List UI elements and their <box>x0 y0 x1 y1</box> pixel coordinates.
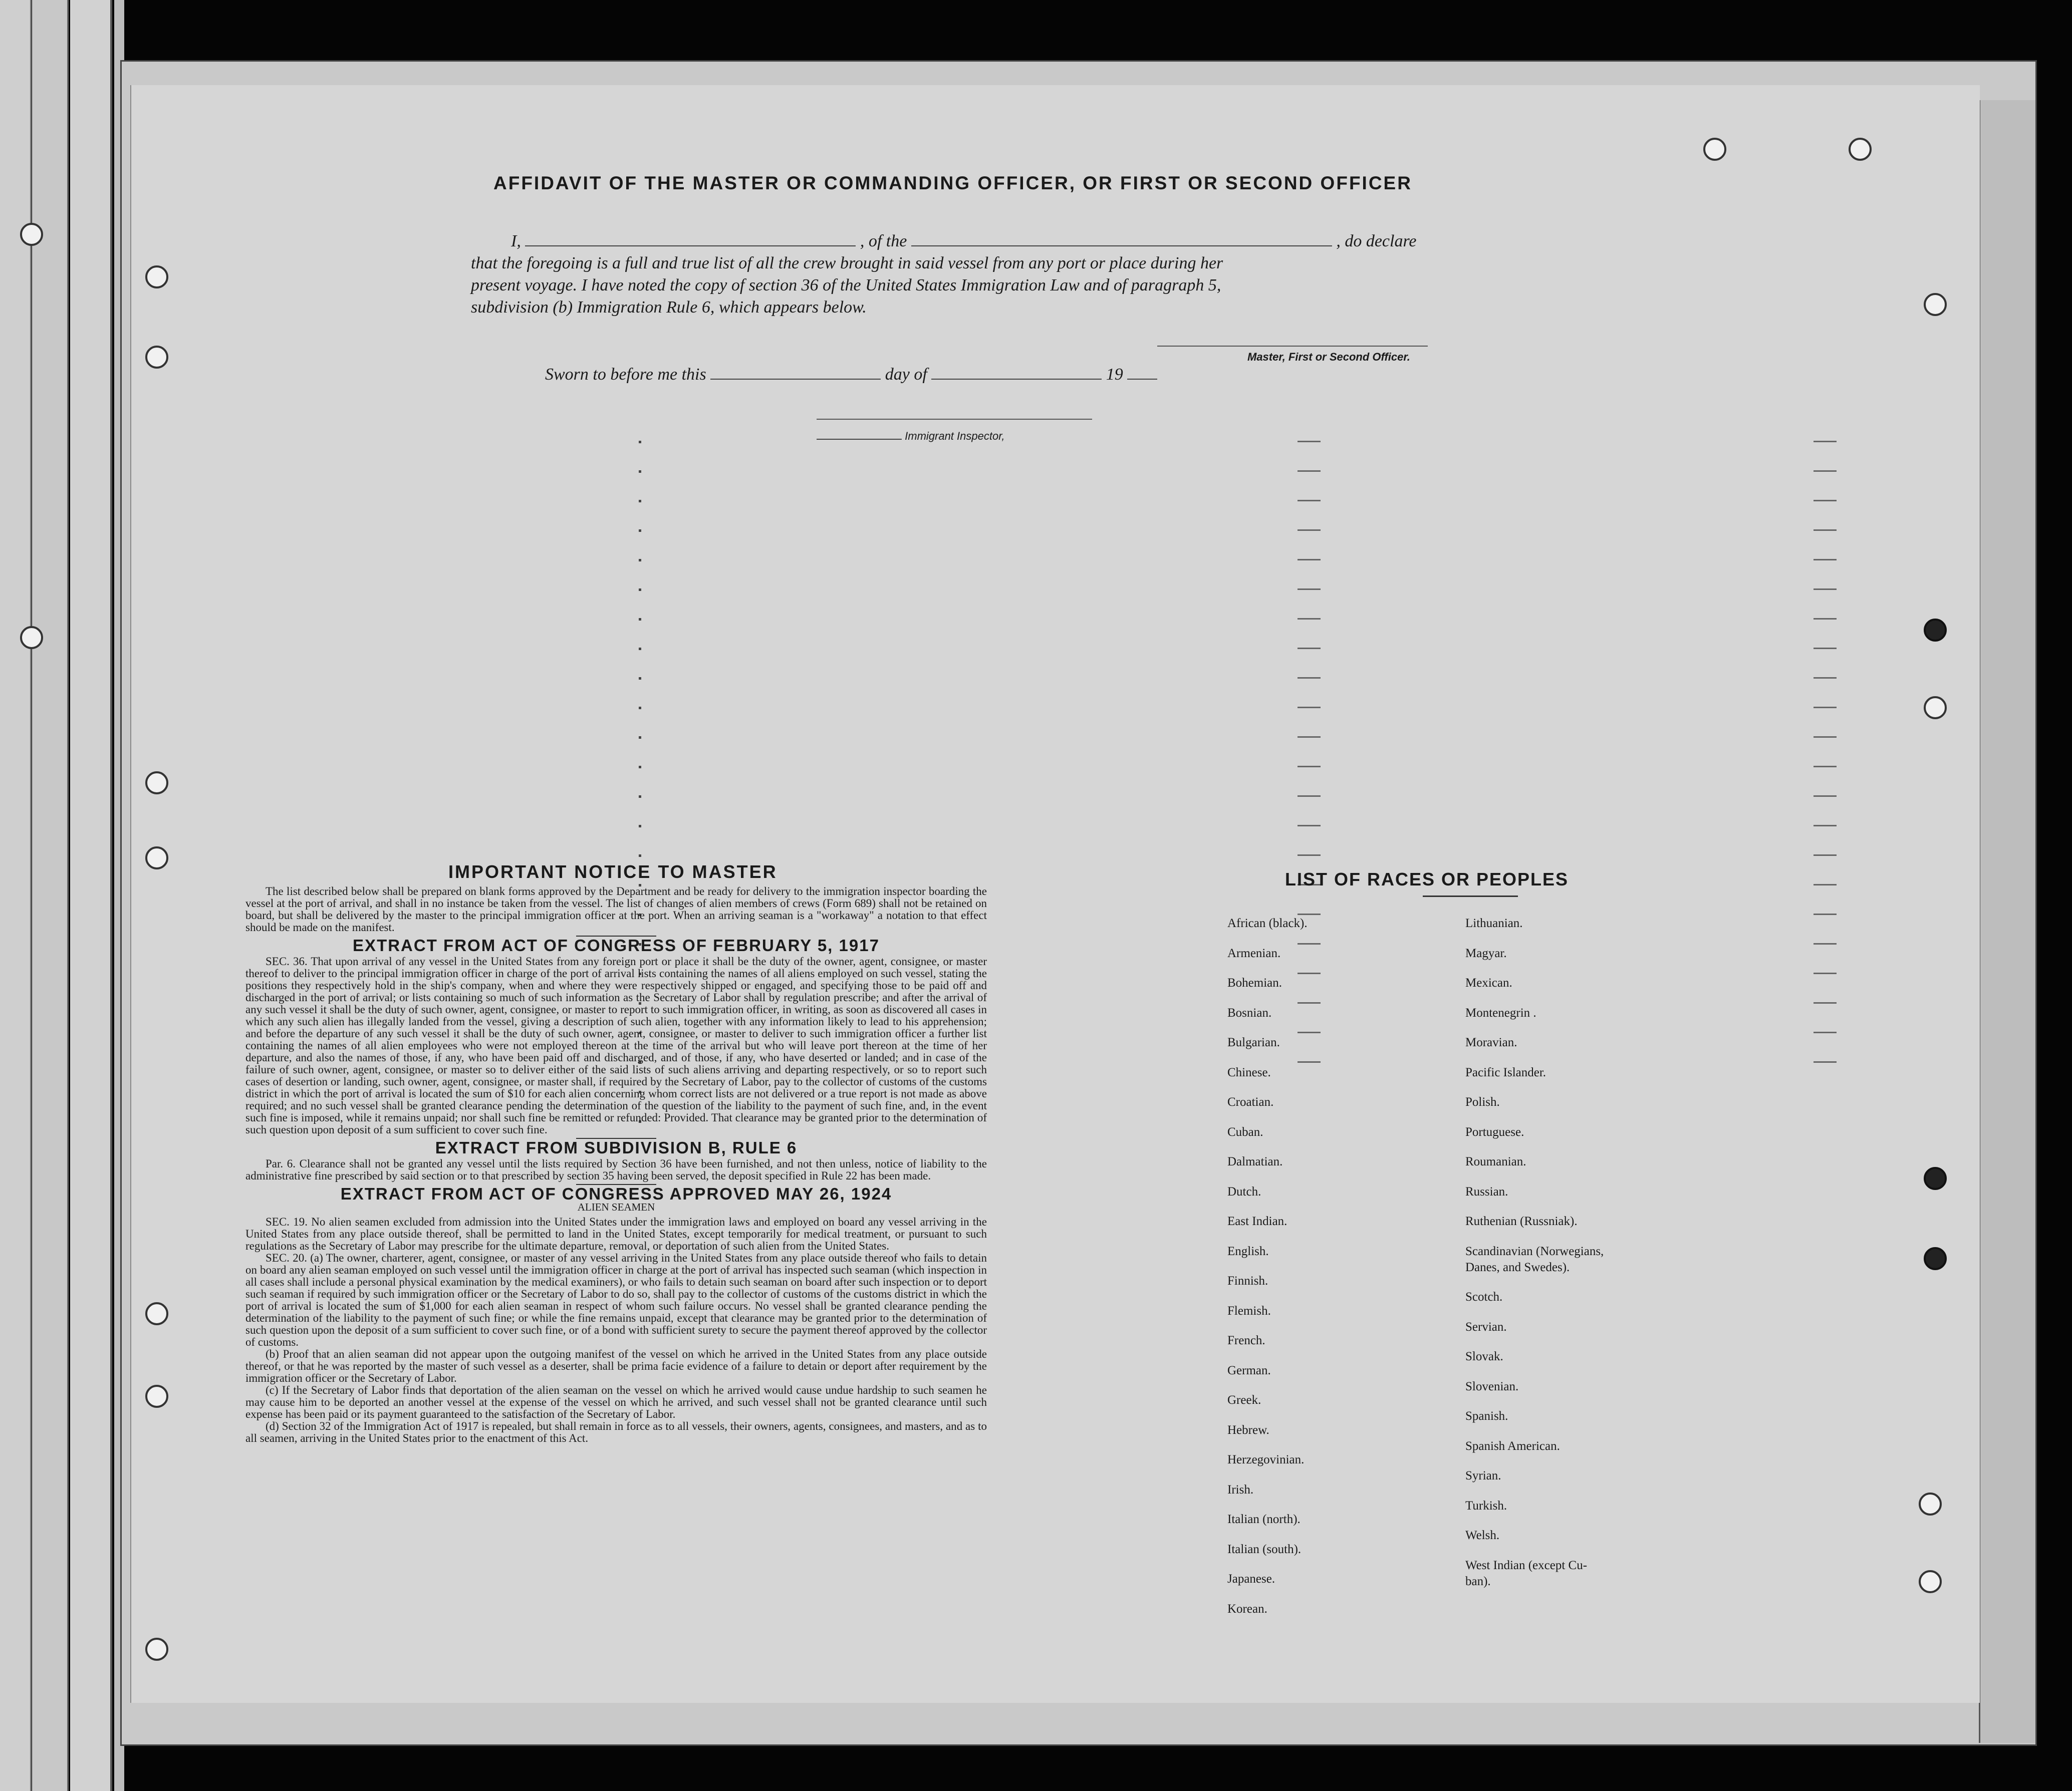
leader-dash <box>1814 1002 1837 1004</box>
leader-dot <box>639 441 641 443</box>
leader-dash <box>1298 618 1321 620</box>
race-item: Roumanian. <box>1465 1155 1526 1168</box>
leader-dash <box>1298 707 1321 708</box>
leader-dash <box>1814 529 1837 531</box>
race-item: Dutch. <box>1227 1184 1261 1199</box>
leader-dash <box>1298 914 1321 915</box>
race-item: Armenian. <box>1227 946 1281 960</box>
master-signature-label: Master, First or Second Officer. <box>1247 351 1410 363</box>
race-item: Welsh. <box>1465 1529 1500 1542</box>
race-item: English. <box>1227 1244 1269 1258</box>
leader-dash <box>1298 1061 1321 1063</box>
binding-hole <box>145 265 168 288</box>
race-item: Russian. <box>1465 1184 1508 1199</box>
leader-dash <box>1814 588 1837 590</box>
race-item: Syrian. <box>1465 1469 1501 1482</box>
year-blank[interactable] <box>1127 365 1157 380</box>
leader-dash <box>1814 825 1837 826</box>
affidavit-declare: , do declare <box>1336 232 1417 250</box>
race-item: East Indian. <box>1227 1215 1287 1228</box>
leader-dash <box>1298 588 1321 590</box>
affidavit-line: present voyage. I have noted the copy of section 36 of the United States Immigration Law and of paragraph 5, <box>471 276 1221 294</box>
extract-1917-title: EXTRACT FROM ACT OF CONGRESS OF FEBRUARY 5, 1917 <box>353 936 880 955</box>
race-item: German. <box>1227 1363 1271 1377</box>
race-item: Pacific Islander. <box>1465 1065 1546 1079</box>
extract-1924-sec20d: (d) Section 32 of the Immigration Act of 1917 is repealed, but shall remain in force as to all vessels, their owners, agents, consignees, and masters, and as to all seamen, arriving in the United States prior to the enactment of this Act. <box>245 1420 987 1444</box>
race-item: Ruthenian (Russniak). <box>1465 1215 1578 1228</box>
affidavit-line: that the foregoing is a full and true list of all the crew brought in said vessel from any port or place during her <box>471 254 1223 272</box>
leader-dash <box>1298 766 1321 767</box>
day-blank[interactable] <box>710 365 881 380</box>
affidavit-title: AFFIDAVIT OF THE MASTER OR COMMANDING OFFICER, OR FIRST OR SECOND OFFICER <box>493 173 1412 193</box>
inspector-signature-line <box>817 419 1092 420</box>
year-prefix: 19 <box>1106 365 1123 384</box>
races-title: LIST OF RACES OR PEOPLES <box>1285 869 1569 889</box>
binding-hole <box>145 846 168 869</box>
affidavit-i: I, <box>511 232 521 250</box>
leader-dash <box>1298 1032 1321 1033</box>
book-edge-strip <box>70 0 112 1791</box>
race-item: Irish. <box>1227 1482 1254 1497</box>
binding-hole <box>20 223 43 246</box>
binding-hole <box>145 771 168 794</box>
leader-dot <box>639 736 641 739</box>
race-item: Croatian. <box>1227 1095 1274 1109</box>
binding-hole <box>1924 1167 1947 1190</box>
leader-dash <box>1298 1002 1321 1004</box>
race-item: Slovak. <box>1465 1350 1503 1363</box>
race-item: Mexican. <box>1465 976 1512 990</box>
leader-dash <box>1814 943 1837 945</box>
leader-dash <box>1298 648 1321 649</box>
leader-dash <box>1298 677 1321 679</box>
extract-1924-sec20a: SEC. 20. (a) The owner, charterer, agent, consignee, or master of any vessel arriving in the United States from any place outside thereof who fails to detain on board any alien seaman employed on such vessel until the immigration officer in charge at the port of arrival has inspected such seaman (which inspection in all cases shall include a personal physical examination by the medical examiners), or who fails to detain such seaman on board after such inspection or to deport such seaman if required by such immigration officer or the Secretary of Labor to do so, shall pay to the collector of customs of the customs district in which the port of arrival is located the sum of $1,000 for each alien seaman in respect of whom such failure occurs. No vessel shall be granted clearance pending the determination of the liability to the payment of such fine; or while the fine remains unpaid, except that clearance may be granted prior to the determination of such question upon the deposit of a sum sufficient to cover such fine, or of a bond with sufficient surety to secure the payment thereof approved by the collector of customs. <box>245 1252 987 1348</box>
extract-1924-sec20c: (c) If the Secretary of Labor finds that deportation of the alien seaman on the vessel on which he arrived would cause undue hardship to such seamen he may cause him to be deported an another vessel at the expense of the vessel on which he arrived, and such vessel shall not be granted clearance until such expense has been paid or its payment guaranteed to the satisfaction of the Secretary of Labor. <box>245 1384 987 1420</box>
binding-hole <box>20 626 43 649</box>
race-item: African (black). <box>1227 917 1308 930</box>
leader-dash <box>1814 973 1837 974</box>
notice-title: IMPORTANT NOTICE TO MASTER <box>448 861 778 882</box>
leader-dash <box>1298 500 1321 501</box>
leader-dash <box>1814 1032 1837 1033</box>
binding-hole <box>1924 1247 1947 1270</box>
race-item: Bohemian. <box>1227 976 1282 990</box>
leader-dash <box>1298 973 1321 974</box>
binding-hole <box>145 1302 168 1325</box>
race-item: Flemish. <box>1227 1304 1271 1318</box>
race-item: Polish. <box>1465 1095 1500 1109</box>
month-blank[interactable] <box>931 365 1102 380</box>
race-item: Spanish American. <box>1465 1439 1560 1453</box>
race-item: Japanese. <box>1227 1572 1275 1586</box>
leader-dash <box>1814 648 1837 649</box>
leader-dash <box>1298 943 1321 945</box>
leader-dot <box>639 470 641 473</box>
race-item: Scotch. <box>1465 1290 1503 1304</box>
binding-hole <box>1924 696 1947 719</box>
leader-dash <box>1814 470 1837 472</box>
race-item: Turkish. <box>1465 1499 1507 1513</box>
race-item: Spanish. <box>1465 1409 1508 1423</box>
sworn-text: Sworn to before me this <box>545 365 706 384</box>
book-edge-strip <box>0 0 32 1791</box>
race-item: Bosnian. <box>1227 1006 1272 1020</box>
sworn-line <box>545 365 1157 384</box>
signature-line <box>1157 346 1428 347</box>
race-item: Lithuanian. <box>1465 917 1523 930</box>
race-item: Scandinavian (Norwegians, <box>1465 1244 1604 1258</box>
leader-dash <box>1814 795 1837 797</box>
notice-body <box>245 885 987 1444</box>
binding-hole <box>1919 1570 1942 1593</box>
leader-dash <box>1298 470 1321 472</box>
inspector-label <box>817 430 1004 443</box>
binding-hole <box>1924 293 1947 316</box>
leader-dash <box>1814 766 1837 767</box>
race-item: Finnish. <box>1227 1274 1268 1288</box>
race-item: French. <box>1227 1334 1265 1347</box>
leader-dash <box>1814 707 1837 708</box>
race-item: Italian (north). <box>1227 1513 1301 1526</box>
leader-dot <box>639 618 641 621</box>
race-item: Slovenian. <box>1465 1379 1519 1393</box>
inspector-text: Immigrant Inspector, <box>905 430 1005 442</box>
extract-rule6-title: EXTRACT FROM SUBDIVISION B, RULE 6 <box>435 1138 798 1157</box>
race-item: Italian (south). <box>1227 1542 1302 1556</box>
day-of-text: day of <box>885 365 927 384</box>
leader-dash <box>1814 1061 1837 1063</box>
race-item: Bulgarian. <box>1227 1036 1280 1049</box>
leader-dash <box>1298 559 1321 560</box>
race-item: Cuban. <box>1227 1125 1263 1139</box>
race-item: Herzegovinian. <box>1227 1453 1305 1466</box>
leader-dash <box>1814 559 1837 560</box>
leader-dash <box>1814 677 1837 679</box>
binding-hole <box>145 1638 168 1661</box>
binding-hole <box>1849 138 1872 161</box>
leader-dot <box>639 559 641 561</box>
race-item: Moravian. <box>1465 1036 1517 1049</box>
leader-dash <box>1814 500 1837 501</box>
race-item: Portuguese. <box>1465 1125 1524 1139</box>
leader-dot <box>639 766 641 768</box>
extract-1924-title: EXTRACT FROM ACT OF CONGRESS APPROVED MAY 26, 1924 <box>340 1184 892 1203</box>
races-title-rule <box>1423 896 1518 897</box>
leader-dash <box>1814 441 1837 442</box>
leader-dash <box>1298 795 1321 797</box>
inspector-blank[interactable] <box>817 430 902 440</box>
book-edge-strip <box>32 0 69 1791</box>
affidavit-text <box>471 230 1433 319</box>
extract-rule6-body: Par. 6. Clearance shall not be granted any vessel until the lists required by Section 36 have been furnished, and not then unless, notice of liability to the administrative fine prescribed by said section or to that prescribed by section 35 having been served, the deposit specified in Rule 22 has been made. <box>245 1157 987 1182</box>
extract-1917-body: SEC. 36. That upon arrival of any vessel in the United States from any foreign port or place it shall be the duty of the owner, agent, consignee, or master thereof to deliver to the principal immigration officer in charge of the port of arrival lists containing the names of all aliens employed on such vessel, stating the positions they respectively hold in the ship's company, when and where they were respectively shipped or engaged, and specifying those to be paid off and discharged in the port of arrival; or lists containing so much of such information as the Secretary of Labor shall by regulation prescribe; and after the arrival of any such vessel it shall be the duty of such owner, agent, consignee, or master to report to such immigration officer, in writing, as soon as discovered all cases in which any such alien has illegally landed from the vessel, giving a description of such alien, together with any information likely to lead to his apprehension; and before the departure of any such vessel it shall be the duty of such owner, agent, consignee, or master to deliver to such immigration officer a further list containing the names of all alien employees who were not employed thereon at the time of the arrival but who will leave port thereon at the time of her departure, and also the names of those, if any, who have been paid off and discharged, and of those, if any, who have deserted or landed; and in case of the failure of such owner, agent, consignee, or master so to deliver either of the said lists of such aliens arriving and departing respectively, or so to report such cases of desertion or landing, such owner, agent, consignee, or master shall, if required by the Secretary of Labor, pay to the collector of customs of the customs district in which the port of arrival is located the sum of $10 for each alien concerning whom correct lists are not delivered or a true report is not made as above required; and no such vessel shall be granted clearance pending the determination of the question of the liability to the payment of such fine, and, in the event such fine is imposed, while it remains unpaid; nor shall such fine be remitted or refunded: Provided. That clearance may be granted prior to the determination of such question upon deposit of a sum sufficient to cover such fine. <box>245 955 987 1136</box>
leader-dash <box>1814 736 1837 738</box>
leader-dash <box>1814 618 1837 620</box>
binding-hole <box>145 346 168 369</box>
leader-dash <box>1298 736 1321 738</box>
affidavit-of-the: , of the <box>860 232 907 250</box>
leader-dot <box>639 795 641 798</box>
leader-dash <box>1298 441 1321 442</box>
race-item: West Indian (except Cu- <box>1465 1558 1588 1572</box>
binding-hole <box>1924 619 1947 642</box>
race-item: Korean. <box>1227 1602 1267 1616</box>
leader-dot <box>639 677 641 680</box>
leader-dot <box>639 500 641 502</box>
leader-dash <box>1814 884 1837 885</box>
race-item: Magyar. <box>1465 946 1507 960</box>
leader-dash <box>1814 854 1837 856</box>
extract-1924-sec19: SEC. 19. No alien seamen excluded from admission into the United States under the immigration laws and employed on board any vessel arriving in the United States from any place outside thereof, shall be permitted to land in the United States, except temporarily for medical treatment, or pursuant to such regulations as the Secretary of Labor may prescribe for the ultimate departure, removal, or deportation of such alien from the United States. <box>245 1216 987 1252</box>
extract-1924-sec20b: (b) Proof that an alien seaman did not appear upon the outgoing manifest of the vessel on which he arrived in the United States from any place outside thereof, or that he was reported by the master of such vessel as a deserter, shall be prima facie evidence of a failure to detain or deport after requirement by the immigration officer or the Secretary of Labor. <box>245 1348 987 1384</box>
leader-dash <box>1298 825 1321 826</box>
leader-dash <box>1298 854 1321 856</box>
race-item: ban). <box>1465 1574 1491 1588</box>
race-item: Chinese. <box>1227 1065 1271 1079</box>
leader-dash <box>1298 529 1321 531</box>
leader-dot <box>639 707 641 709</box>
notice-paragraph: The list described below shall be prepared on blank forms approved by the Department and be ready for delivery to the immigration inspector boarding the vessel at the port of arrival, and shall in no instance be taken from the vessel. The list of changes of alien members of crews (Form 689) shall not be retained on board, but shall be delivered by the master to the principal immigration officer at the port. When an arriving seaman is a "workaway" a notation to that effect should be made on the manifest. <box>245 885 987 934</box>
race-item: Montenegrin . <box>1465 1006 1536 1020</box>
binding-hole <box>145 1385 168 1408</box>
vessel-blank[interactable] <box>911 231 1332 246</box>
leader-dot <box>639 588 641 591</box>
race-item: Dalmatian. <box>1227 1155 1283 1168</box>
binding-hole <box>1919 1492 1942 1516</box>
leader-dot <box>639 854 641 857</box>
extract-1924-subtitle: ALIEN SEAMEN <box>577 1201 655 1213</box>
race-item: Servian. <box>1465 1320 1507 1334</box>
name-blank[interactable] <box>525 231 856 246</box>
leader-dash <box>1814 914 1837 915</box>
race-item: Greek. <box>1227 1393 1261 1407</box>
leader-dot <box>639 825 641 827</box>
binding-hole <box>1703 138 1726 161</box>
page-edge-right <box>1979 100 2035 1743</box>
affidavit-line: subdivision (b) Immigration Rule 6, which appears below. <box>471 298 867 317</box>
race-item: Hebrew. <box>1227 1423 1269 1437</box>
leader-dot <box>639 648 641 650</box>
race-item: Danes, and Swedes). <box>1465 1260 1570 1274</box>
leader-dot <box>639 529 641 532</box>
